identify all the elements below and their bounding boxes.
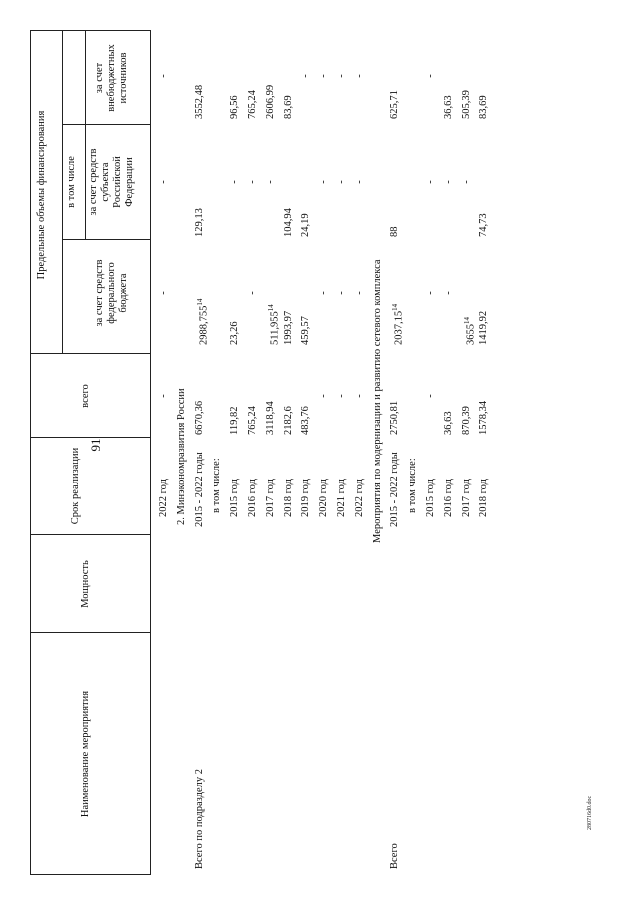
cell-federal-value: 1993,97 xyxy=(282,310,294,345)
footnote-ref: 14 xyxy=(266,304,275,312)
footer-file: 280716d0.doc xyxy=(587,795,593,830)
cell-extra xyxy=(336,33,348,119)
row-name: Всего по подразделу 2 xyxy=(193,768,205,869)
header-total: всего xyxy=(80,384,91,408)
cell-total-value: 870,39 xyxy=(460,406,472,435)
cell-federal xyxy=(354,241,366,345)
cell-federal xyxy=(336,241,348,345)
cell-federal-value: - xyxy=(336,291,347,295)
cell-federal xyxy=(194,241,211,345)
cell-federal xyxy=(229,241,241,345)
cell-regional-value: - xyxy=(425,180,436,184)
cell-extra xyxy=(300,33,312,119)
cell-total-value: 1578,34 xyxy=(478,400,490,435)
cell-total xyxy=(443,357,455,435)
cell-total-value: - xyxy=(158,394,169,398)
cell-total-value: 3118,94 xyxy=(264,401,276,435)
cell-regional xyxy=(389,127,401,237)
cell-extra-value: 505,39 xyxy=(460,90,472,119)
cell-regional xyxy=(229,127,241,237)
row-term: 2017 год xyxy=(460,479,472,517)
cell-federal xyxy=(389,241,406,345)
cell-regional-value: 129,13 xyxy=(193,208,205,237)
cell-regional xyxy=(158,127,170,237)
cell-extra-value: 625,71 xyxy=(389,90,401,119)
cell-total-value: - xyxy=(425,394,436,398)
cell-extra xyxy=(265,33,277,119)
cell-extra xyxy=(229,33,241,119)
cell-federal xyxy=(283,241,295,345)
cell-regional-value: 104,94 xyxy=(282,208,294,237)
cell-extra xyxy=(461,33,473,119)
row-term: 2015 год xyxy=(425,479,436,517)
cell-federal xyxy=(265,241,282,345)
cell-federal-value: 459,57 xyxy=(300,316,312,345)
row-term: 2021 год xyxy=(336,479,347,517)
cell-federal-value: 23,26 xyxy=(229,321,241,345)
cell-extra xyxy=(354,33,366,119)
cell-regional-value: - xyxy=(264,180,276,184)
cell-extra-value: 96,56 xyxy=(229,95,241,119)
cell-extra-value: - xyxy=(158,74,169,78)
col-divider-5 xyxy=(62,239,150,240)
footnote-ref: 14 xyxy=(462,317,471,324)
row-term: 2015 - 2022 годы xyxy=(389,452,401,527)
row-term: 2018 год xyxy=(282,479,294,517)
cell-total xyxy=(300,357,312,435)
cell-total-value: - xyxy=(336,394,347,398)
cell-extra xyxy=(283,33,295,119)
cell-extra-value: - xyxy=(336,74,347,78)
cell-regional-value: - xyxy=(336,180,347,184)
header-term: Срок реализации xyxy=(70,447,81,525)
cell-federal-value: 511,955 xyxy=(269,311,281,345)
footnote-ref: 14 xyxy=(195,298,204,306)
cell-regional-value: - xyxy=(158,180,169,184)
row-term: 2022 год xyxy=(353,479,365,517)
cell-extra-value: - xyxy=(318,74,330,78)
cell-federal xyxy=(461,241,478,345)
cell-federal-value: - xyxy=(425,291,436,295)
cell-total-value: 36,63 xyxy=(442,411,454,435)
header-extra: за счет внебюджетных источников xyxy=(94,44,129,112)
row-term: 2019 год xyxy=(300,479,312,517)
row-term: 2017 год xyxy=(264,479,276,517)
cell-regional-value: 74,73 xyxy=(478,213,490,237)
cell-total xyxy=(283,357,295,435)
cell-extra-value: 2606,99 xyxy=(264,84,276,119)
cell-extra-value: 83,69 xyxy=(478,95,490,119)
cell-regional xyxy=(194,127,206,237)
cell-federal-value: - xyxy=(247,291,258,295)
section-heading: 2. Минэкономразвития России xyxy=(175,388,187,525)
cell-extra xyxy=(194,33,206,119)
cell-total-value: 483,76 xyxy=(300,406,312,435)
cell-extra xyxy=(443,33,455,119)
header-capacity: Мощность xyxy=(80,560,91,608)
cell-extra-value: 765,24 xyxy=(247,90,258,119)
cell-total xyxy=(425,357,437,435)
cell-total xyxy=(265,357,277,435)
table-right-border xyxy=(30,30,150,31)
header-bottom-border xyxy=(150,30,151,875)
cell-total xyxy=(194,357,206,435)
cell-regional xyxy=(318,127,330,237)
row-term: 2015 - 2022 годы xyxy=(193,452,205,527)
cell-federal-value: - xyxy=(158,291,169,295)
cell-regional xyxy=(443,127,455,237)
cell-regional-value: 88 xyxy=(389,226,401,237)
cell-extra xyxy=(158,33,170,119)
cell-federal-value: - xyxy=(318,291,330,295)
header-including: в том числе xyxy=(66,156,77,208)
cell-federal xyxy=(300,241,312,345)
cell-federal xyxy=(247,241,259,345)
cell-extra xyxy=(389,33,401,119)
cell-federal xyxy=(478,241,490,345)
cell-federal-value: 1419,92 xyxy=(478,310,490,345)
row-term: в том числе: xyxy=(407,458,419,513)
header-federal: за счет средств федерального бюджета xyxy=(94,259,129,327)
cell-extra xyxy=(478,33,490,119)
cell-total xyxy=(229,357,241,435)
cell-federal xyxy=(158,241,170,345)
cell-regional-value: - xyxy=(460,180,472,184)
section-heading: Мероприятия по модернизации и развитию сетевого комплекса xyxy=(371,259,383,543)
cell-extra-value: 3552,48 xyxy=(193,84,205,119)
cell-total xyxy=(478,357,490,435)
cell-total-value: 2750,81 xyxy=(389,400,401,435)
row-term: 2015 год xyxy=(229,479,241,517)
cell-federal-value: 2988,755 xyxy=(198,305,210,345)
header-limit: Предельные объемы финансирования xyxy=(36,110,47,280)
cell-total xyxy=(318,357,330,435)
including-header-divider xyxy=(85,30,86,240)
cell-regional-value: 24,19 xyxy=(300,213,312,237)
cell-total xyxy=(389,357,401,435)
cell-extra-value: - xyxy=(300,74,312,78)
cell-regional xyxy=(300,127,312,237)
row-term: 2018 год xyxy=(478,479,490,517)
cell-regional-value: - xyxy=(318,180,330,184)
cell-regional xyxy=(336,127,348,237)
header-regional: за счет средств субъекта Российской Федерации xyxy=(88,148,135,216)
cell-federal xyxy=(318,241,330,345)
footnote-ref: 14 xyxy=(391,303,400,311)
cell-total-value: 119,82 xyxy=(229,406,241,435)
cell-extra-value: 83,69 xyxy=(282,95,294,119)
cell-federal-value: 3655 xyxy=(465,324,477,345)
cell-total-value: 2182,6 xyxy=(282,406,294,435)
cell-regional xyxy=(283,127,295,237)
limit-header-divider xyxy=(62,30,63,354)
cell-extra xyxy=(318,33,330,119)
row-term: 2016 год xyxy=(442,479,454,517)
row-name: Всего xyxy=(389,843,401,869)
cell-federal-value: - xyxy=(353,291,365,295)
cell-extra xyxy=(247,33,259,119)
cell-total-value: - xyxy=(353,394,365,398)
cell-regional-value: - xyxy=(442,180,454,184)
header-name: Наименование мероприятия xyxy=(80,690,91,818)
cell-regional xyxy=(247,127,259,237)
cell-regional xyxy=(354,127,366,237)
cell-federal-value: - xyxy=(442,291,454,295)
cell-total xyxy=(336,357,348,435)
cell-extra xyxy=(425,33,437,119)
cell-federal xyxy=(425,241,437,345)
cell-federal xyxy=(443,241,455,345)
cell-total-value: 765,24 xyxy=(247,406,258,435)
cell-total xyxy=(461,357,473,435)
table-top-border xyxy=(30,30,31,875)
cell-extra-value: - xyxy=(353,74,365,78)
row-term: 2020 год xyxy=(318,479,330,517)
cell-total xyxy=(247,357,259,435)
cell-regional-value: - xyxy=(353,180,365,184)
cell-federal-value: 2037,15 xyxy=(393,310,405,345)
cell-total xyxy=(158,357,170,435)
page-number: 91 xyxy=(88,438,103,452)
cell-regional xyxy=(425,127,437,237)
row-term: в том числе: xyxy=(211,458,223,513)
cell-total xyxy=(354,357,366,435)
row-term: 2022 год xyxy=(158,479,169,517)
cell-total-value: 6670,36 xyxy=(193,400,205,435)
cell-regional-value: - xyxy=(247,180,258,184)
cell-extra-value: - xyxy=(425,74,436,78)
row-term: 2016 год xyxy=(247,479,258,517)
cell-extra-value: 36,63 xyxy=(442,95,454,119)
cell-total-value: - xyxy=(318,394,330,398)
cell-regional xyxy=(461,127,473,237)
cell-regional-value: - xyxy=(229,180,241,184)
cell-regional xyxy=(265,127,277,237)
cell-regional xyxy=(478,127,490,237)
